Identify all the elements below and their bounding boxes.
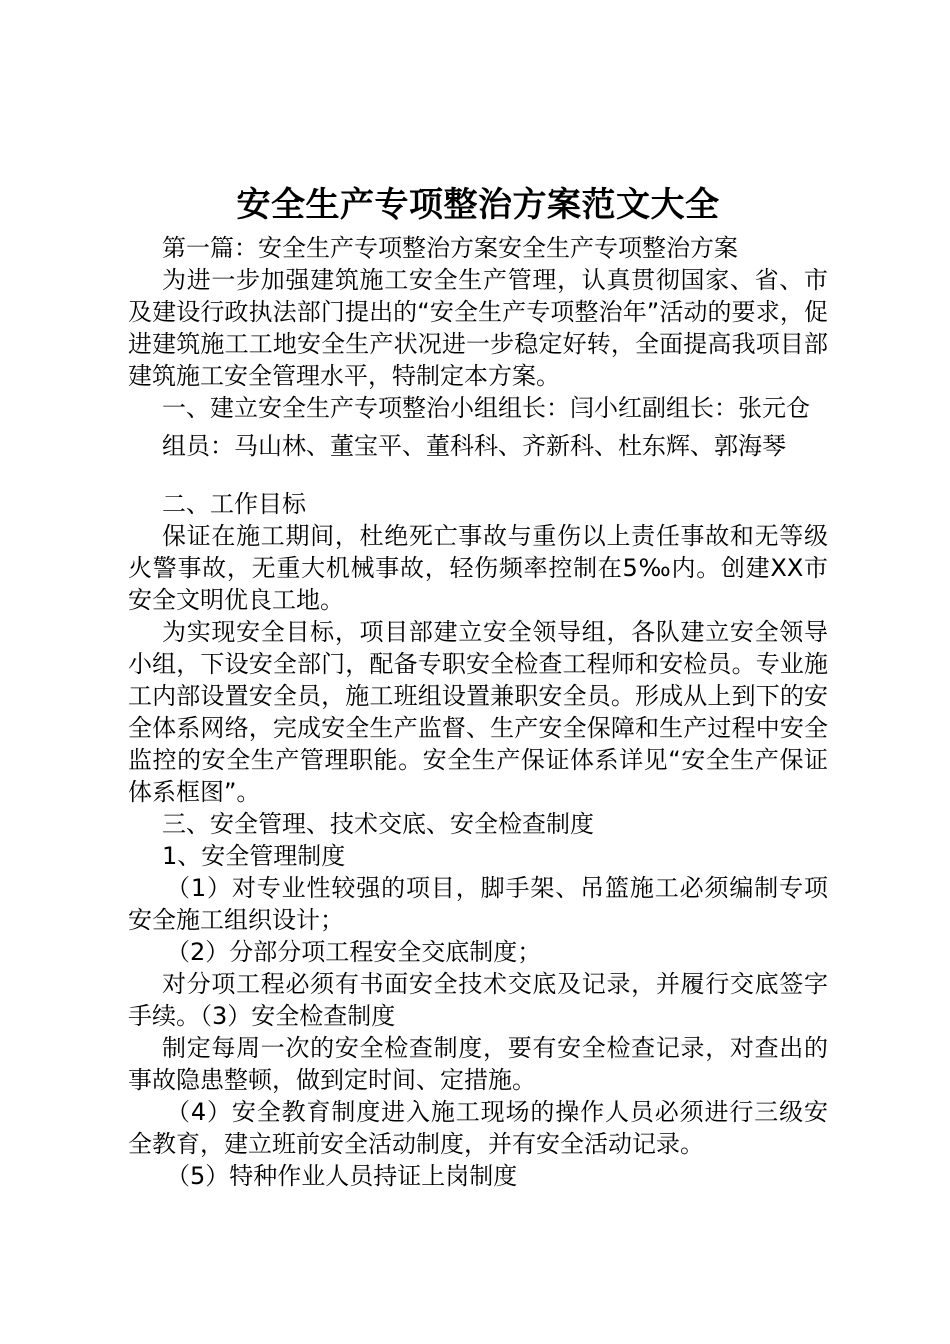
goal-paragraph: 保证在施工期间，杜绝死亡事故与重伤以上责任事故和无等级火警事故，无重大机械事故，轻伤频率控制在5‰内。创建XX市安全文明优良工地。 <box>128 522 828 614</box>
subsection-one-heading: 1、安全管理制度 <box>162 842 346 870</box>
members-line: 组员：马山林、董宝平、董科科、齐新科、杜东辉、郭海琴 <box>162 432 786 460</box>
chapter-heading: 第一篇：安全生产专项整治方案安全生产专项整治方案 <box>162 234 738 262</box>
intro-paragraph: 为进一步加强建筑施工安全生产管理，认真贯彻国家、省、市及建设行政执法部门提出的“安全生产专项整治年”活动的要求，促进建筑施工工地安全生产状况进一步稳定好转，全面提高我项目部建筑施工安全管理水平，特制定本方案。 <box>128 266 828 390</box>
document-title: 安全生产专项整治方案范文大全 <box>236 185 720 225</box>
rule-item-2: （2）分部分项工程安全交底制度； <box>166 938 542 966</box>
document-page <box>128 180 828 1192</box>
rule-item-5: （5）特种作业人员持证上岗制度 <box>166 1162 518 1190</box>
section-two-heading: 二、工作目标 <box>162 490 306 518</box>
rule-item-1: （1）对专业性较强的项目，脚手架、吊篮施工必须编制专项安全施工组织设计； <box>128 874 828 934</box>
rule-item-3-detail: 制定每周一次的安全检查制度，要有安全检查记录，对查出的事故隐患整顿，做到定时间、定措施。 <box>128 1034 828 1094</box>
rule-item-2-detail: 对分项工程必须有书面安全技术交底及记录，并履行交底签字手续。（3）安全检查制度 <box>128 970 828 1030</box>
organization-paragraph: 为实现安全目标，项目部建立安全领导组，各队建立安全领导小组，下设安全部门，配备专职安全检查工程师和安检员。专业施工内部设置安全员，施工班组设置兼职安全员。形成从上到下的安全体系网络，完成安全生产监督、生产安全保障和生产过程中安全监控的安全生产管理职能。安全生产保证体系详见“安全生产保证体系框图”。 <box>128 618 828 806</box>
rule-item-4: （4）安全教育制度进入施工现场的操作人员必须进行三级安全教育，建立班前安全活动制度，并有安全活动记录。 <box>128 1098 828 1158</box>
paragraph-gap <box>128 462 828 488</box>
section-one-heading: 一、建立安全生产专项整治小组组长：闫小红副组长：张元仓 <box>162 394 810 422</box>
section-three-heading: 三、安全管理、技术交底、安全检查制度 <box>162 810 594 838</box>
